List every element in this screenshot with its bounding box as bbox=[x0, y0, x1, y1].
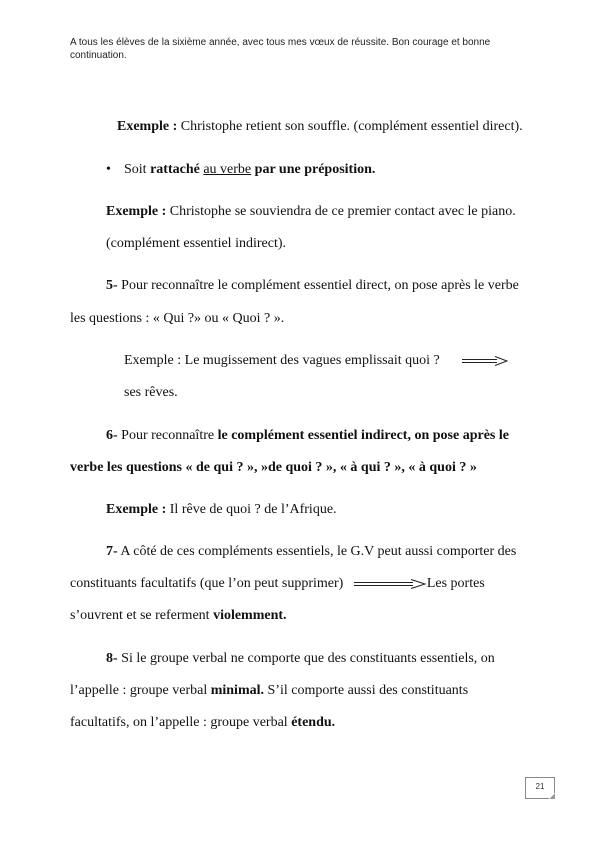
rule-7-line-2 bbox=[70, 575, 485, 593]
rule-text: A côté de ces compléments essentiels, le G.V peut aussi comporter des bbox=[117, 544, 517, 559]
rule-number: 8- bbox=[106, 651, 118, 666]
example-line-4 bbox=[106, 501, 337, 519]
page-header: A tous les élèves de la sixième année, avec tous mes vœux de réussite. Bon courage et bonne continuation. bbox=[70, 37, 491, 61]
example-text: Il rêve de quoi ? de l’Afrique. bbox=[166, 502, 337, 517]
page-fold-icon bbox=[549, 793, 555, 799]
rule-text: facultatifs, on l’appelle : groupe verbal bbox=[70, 715, 292, 730]
example-text: Christophe se souviendra de ce premier contact avec le piano. bbox=[166, 204, 516, 219]
rule-number: 5- bbox=[106, 278, 118, 293]
example-text: Christophe retient son souffle. (complément essentiel direct). bbox=[177, 119, 523, 134]
rule-number: 7- bbox=[106, 544, 118, 559]
rule-text: s’ouvrent et se referment bbox=[70, 608, 214, 623]
rule-bold-text: le complément essentiel indirect, on pose après le bbox=[217, 428, 509, 443]
example-line-3 bbox=[124, 352, 509, 370]
example-label: Exemple : bbox=[106, 204, 167, 219]
rule-7-line-1 bbox=[106, 543, 516, 561]
rule-number: 6- bbox=[106, 428, 118, 443]
page-number: 21 bbox=[535, 782, 545, 791]
rule-8-line-3 bbox=[70, 714, 335, 732]
example-line-3b: ses rêves. bbox=[124, 385, 178, 400]
rule-6-line-2 bbox=[70, 459, 477, 477]
rule-bold-text: violemment. bbox=[213, 608, 287, 623]
rule-text: Pour reconnaître bbox=[117, 428, 218, 443]
example-line-2b: (complément essentiel indirect). bbox=[106, 236, 286, 251]
bullet-underlined: au verbe bbox=[203, 162, 252, 177]
rule-text: l’appelle : groupe verbal bbox=[70, 683, 211, 698]
example-line-2 bbox=[106, 203, 516, 221]
rule-8-line-2 bbox=[70, 682, 468, 700]
rule-text: Pour reconnaître le complément essentiel direct, on pose après le verbe bbox=[117, 278, 519, 293]
rule-example-text: Les portes bbox=[426, 576, 485, 591]
rule-7-line-3 bbox=[70, 607, 287, 625]
right-arrow-icon bbox=[353, 579, 427, 589]
rule-text: Si le groupe verbal ne comporte que des constituants essentiels, on bbox=[117, 651, 495, 666]
rule-bold-text: étendu. bbox=[291, 715, 336, 730]
rule-5-line-1 bbox=[106, 277, 519, 295]
example-line-1 bbox=[117, 118, 523, 136]
rule-text: S’il comporte aussi des constituants bbox=[264, 683, 469, 698]
rule-text: constituants facultatifs (que l’on peut supprimer) bbox=[70, 576, 344, 591]
rule-bold-text: verbe les questions « de qui ? », »de quoi ? », « à qui ? », « à quoi ? » bbox=[70, 460, 477, 475]
bullet-text-e: par une préposition. bbox=[254, 162, 376, 177]
right-arrow-icon bbox=[461, 356, 509, 366]
bullet-icon: • bbox=[106, 162, 111, 177]
page-number-box bbox=[525, 777, 555, 799]
rule-bold-text: minimal. bbox=[210, 683, 264, 698]
bullet-line bbox=[124, 161, 375, 179]
rule-5-line-2: les questions : « Qui ?» ou « Quoi ? ». bbox=[70, 311, 285, 326]
example-label: Exemple : bbox=[106, 502, 167, 517]
example-label: Exemple : bbox=[117, 119, 178, 134]
rule-8-line-1 bbox=[106, 650, 495, 668]
rule-6-line-1 bbox=[106, 427, 509, 445]
example-text: Exemple : Le mugissement des vagues emplissait quoi ? bbox=[124, 353, 440, 368]
bullet-text-a: Soit bbox=[124, 162, 151, 177]
bullet-text-b: rattaché bbox=[150, 162, 200, 177]
